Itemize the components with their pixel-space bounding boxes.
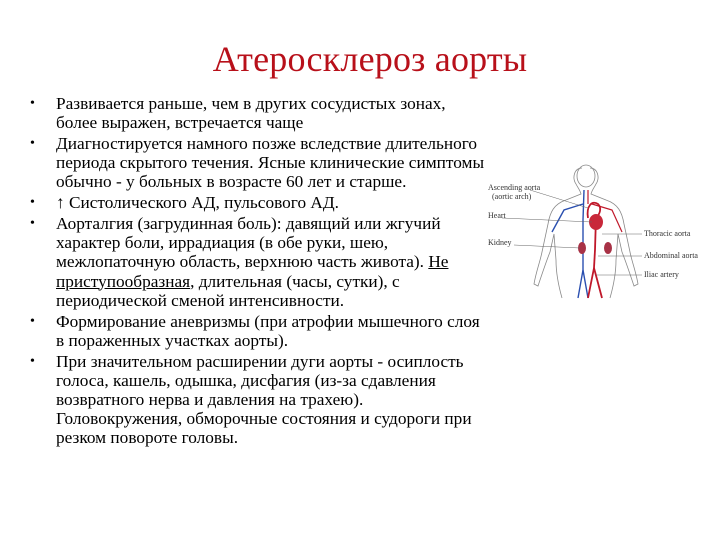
bullet-text-end: , длительная (часы, сутки), с периодической сменой интенсивности. xyxy=(56,271,400,310)
bullet-item xyxy=(30,312,490,350)
iliac-artery-right xyxy=(594,268,602,298)
bullet-text: Диагностируется намного позже вследствие длительного периода скрытого течения. Ясные клинические симптомы обычно - у больных в возрасте 60 лет и старше. xyxy=(56,134,485,192)
bullet-item xyxy=(30,134,490,192)
bullet-text: Формирование аневризмы (при атрофии мышечного слоя в пораженных участках аорты). xyxy=(56,311,480,350)
slide-title: Атеросклероз аорты xyxy=(212,39,528,79)
bullet-text-underlined: Не приступообразная xyxy=(56,252,449,291)
aorta-anatomy-figure xyxy=(484,160,716,300)
label-thoracic-aorta: Thoracic aorta xyxy=(644,229,691,238)
label-aortic-arch: (aortic arch) xyxy=(492,192,532,201)
bullet-marker: • xyxy=(30,216,35,231)
bullet-text-start: Аорталгия (загрудинная боль): давящий или жгучий характер боли, иррадиация (в обе руки, шею, межлопаточную область, верхнюю часть живота). xyxy=(56,214,441,272)
bullet-marker: • xyxy=(30,195,35,211)
bullet-marker: • xyxy=(30,313,35,329)
bullet-marker: • xyxy=(30,136,35,151)
bullet-text: При значительном расширении дуги аорты - осиплость голоса, кашель, одышка, дисфагия (из-за сдавления возвратного нерва и давления на трахею). Головокружения, обморочные состояния и судороги при резком повороте головы. xyxy=(56,351,472,448)
bullet-list xyxy=(30,94,490,449)
bullet-text: ↑ Систолического АД, пульсового АД. xyxy=(56,193,339,213)
label-abdominal-aorta: Abdominal aorta xyxy=(644,251,698,260)
label-heart: Heart xyxy=(488,211,506,220)
leader-lines xyxy=(502,190,642,275)
bullet-item xyxy=(30,193,490,212)
bullet-item xyxy=(30,214,490,310)
kidney-right-shape xyxy=(604,242,612,254)
bullet-item xyxy=(30,352,490,448)
abdominal-aorta xyxy=(594,250,595,268)
bullet-text: Развивается раньше, чем в других сосудистых зонах, более выражен, встречается чаще xyxy=(56,94,446,133)
iliac-artery-left xyxy=(588,268,594,298)
label-iliac-artery: Iliac artery xyxy=(644,270,679,279)
bullet-marker: • xyxy=(30,96,35,111)
label-ascending-aorta: Ascending aorta xyxy=(488,183,541,192)
bullet-marker: • xyxy=(30,353,35,369)
bullet-item xyxy=(30,94,490,132)
label-kidney: Kidney xyxy=(488,238,512,247)
anatomy-illustration xyxy=(484,160,716,300)
